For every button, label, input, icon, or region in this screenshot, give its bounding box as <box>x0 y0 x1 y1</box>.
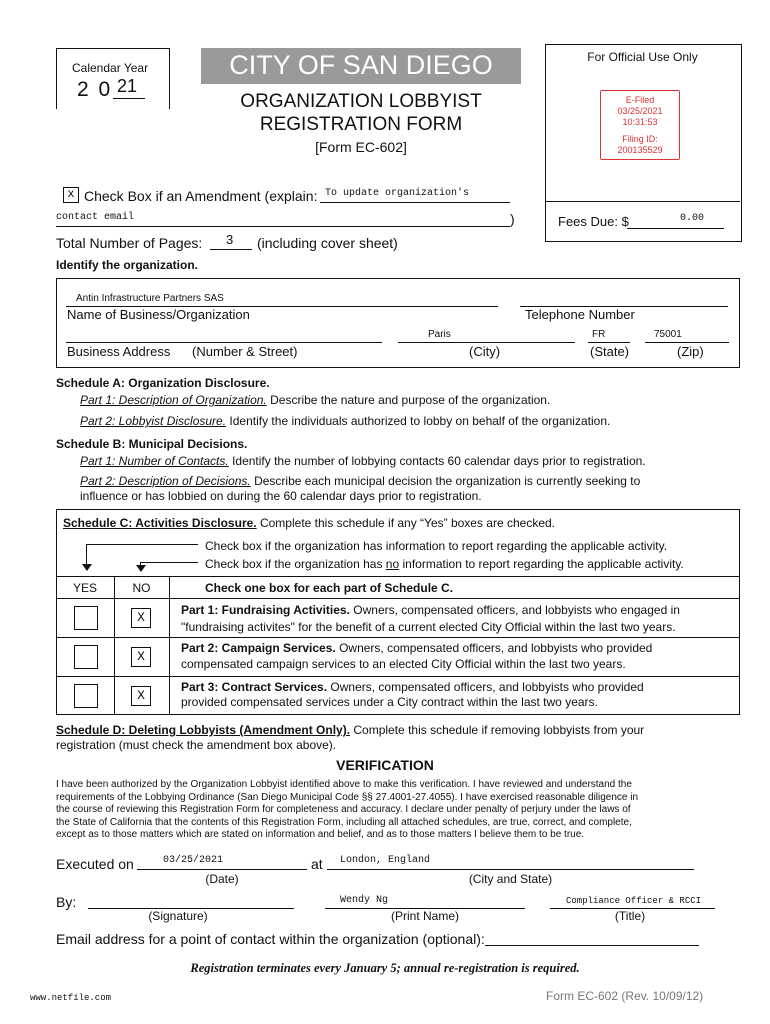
efiled-line4: Filing ID: <box>622 134 658 144</box>
pages-suffix: (including cover sheet) <box>257 235 398 251</box>
row2-desc-a: Owners, compensated officers, and lobbyists who provided <box>339 641 653 655</box>
schedule-b-part2-text-b: influence or has lobbied on during the 60 calendar days prior to registration. <box>80 489 482 503</box>
executed-label: Executed on <box>56 856 134 872</box>
efiled-stamp <box>600 90 680 160</box>
at-label: at <box>311 856 323 872</box>
verification-line-3: the course of reviewing this Registration Form for completeness and accuracy. I declare under penalty of perjury under the laws of <box>56 804 631 816</box>
schedule-c-grid-top <box>56 576 740 577</box>
date-label: (Date) <box>205 872 239 886</box>
row2-title: Part 2: Campaign Services. <box>181 641 336 655</box>
pages-label: Total Number of Pages: <box>56 235 203 251</box>
email-label: Email address for a point of contact within the organization (optional): <box>56 931 485 947</box>
city-label: (City) <box>469 344 501 359</box>
year-prefix: 2 0 <box>77 78 113 101</box>
footer-form-rev: Form EC-602 (Rev. 10/09/12) <box>546 989 704 1003</box>
pages-line <box>210 249 252 250</box>
row3-text-a <box>181 680 644 694</box>
city-state-label: (City and State) <box>468 872 553 886</box>
row2-divider <box>56 676 740 677</box>
number-street-label: (Number & Street) <box>192 344 298 359</box>
date-line <box>137 869 307 870</box>
org-name-value[interactable]: Antin Infrastructure Partners SAS <box>76 293 224 304</box>
form-number: [Form EC-602] <box>315 139 407 155</box>
schedule-a-part1-text: Describe the nature and purpose of the organization. <box>270 393 551 407</box>
yes-arrow-head-icon <box>82 564 92 571</box>
row1-desc-a: Owners, compensated officers, and lobbyists who engaged in <box>353 603 680 617</box>
schedule-d-heading: Schedule D: Deleting Lobbyists (Amendment Only). <box>56 723 351 737</box>
year-suffix: 21 <box>117 76 138 96</box>
fees-divider <box>545 201 740 202</box>
year-underline <box>113 98 145 99</box>
no-arrow-head-icon <box>136 565 146 572</box>
row1-title: Part 1: Fundraising Activities. <box>181 603 350 617</box>
schedule-d-text-b: registration (must check the amendment box above). <box>56 738 337 752</box>
zip-value[interactable]: 75001 <box>654 329 682 340</box>
yes-col-header: YES <box>72 581 97 595</box>
verification-line-2: requirements of the Lobbying Ordinance (San Diego Municipal Code §§ 27.4001-27.4055). I have exercised reasonable diligence in <box>56 791 639 803</box>
signature-label: (Signature) <box>148 909 208 923</box>
footer-netfile: www.netfile.com <box>30 993 112 1003</box>
row1-desc-b: "fundraising activites" for the benefit of a current elected City Official within the last two years. <box>181 620 676 634</box>
schedule-a-part1-title: Part 1: Description of Organization. <box>80 393 267 407</box>
form-title-2: REGISTRATION FORM <box>259 114 463 135</box>
org-name-label: Name of Business/Organization <box>67 307 250 322</box>
no-instruction <box>205 557 684 571</box>
fees-value[interactable]: 0.00 <box>680 213 705 224</box>
amendment-explain-1[interactable]: To update organization's <box>325 188 470 199</box>
schedule-d-text-a: Complete this schedule if removing lobbyists from your <box>353 723 645 737</box>
schedule-c-instruction: Check one box for each part of Schedule C. <box>205 581 454 595</box>
zip-label: (Zip) <box>677 344 704 359</box>
email-line[interactable] <box>485 945 699 946</box>
schedule-a-heading: Schedule A: Organization Disclosure. <box>56 376 270 390</box>
print-name-value[interactable]: Wendy Ng <box>340 895 389 906</box>
official-use-label: For Official Use Only <box>587 50 698 64</box>
schedule-a-part1 <box>80 393 550 407</box>
row3-desc-b: provided compensated services under a City contract within the last two years. <box>181 695 598 709</box>
schedule-b-part1-text: Identify the number of lobbying contacts 60 calendar days prior to registration. <box>232 454 646 468</box>
no-instruction-no: no <box>385 557 400 571</box>
header-row-divider <box>56 598 740 599</box>
efiled-line2: 03/25/2021 <box>617 106 663 116</box>
efiled-line5: 200135529 <box>617 145 663 155</box>
place-value[interactable]: London, England <box>340 855 431 866</box>
state-value[interactable]: FR <box>592 329 606 340</box>
schedule-b-part1-title: Part 1: Number of Contacts. <box>80 454 229 468</box>
date-value[interactable]: 03/25/2021 <box>163 855 224 866</box>
amendment-close-paren: ) <box>510 211 515 227</box>
verification-heading: VERIFICATION <box>336 757 434 773</box>
row3-no-checkbox[interactable]: X <box>131 686 151 706</box>
amendment-label: Check Box if an Amendment (explain: <box>84 188 318 204</box>
schedule-a-part2-text: Identify the individuals authorized to lobby on behalf of the organization. <box>229 414 611 428</box>
state-label: (State) <box>590 344 630 359</box>
schedule-c-heading-text: Complete this schedule if any “Yes” boxes are checked. <box>259 516 556 530</box>
row3-desc-a: Owners, compensated officers, and lobbyists who provided <box>330 680 644 694</box>
amendment-line-2 <box>56 226 510 227</box>
schedule-c-heading: Schedule C: Activities Disclosure. <box>63 516 257 530</box>
row2-text-a <box>181 641 652 655</box>
efiled-line3: 10:31:53 <box>622 117 658 127</box>
yes-arrow-line-v <box>86 544 87 564</box>
identify-heading: Identify the organization. <box>56 258 199 272</box>
title-label: (Title) <box>614 909 646 923</box>
city-value[interactable]: Paris <box>428 329 451 340</box>
place-line <box>327 869 694 870</box>
schedule-c-heading-row <box>63 516 555 530</box>
schedule-b-heading: Schedule B: Municipal Decisions. <box>56 437 248 451</box>
city-banner-text: CITY OF SAN DIEGO <box>229 50 493 80</box>
verification-line-5: except as to those matters which are stated on information and belief, and as to those matters I believe them to be true. <box>56 829 585 841</box>
row2-no-checkbox[interactable]: X <box>131 647 151 667</box>
row2-yes-checkbox[interactable] <box>74 645 98 669</box>
row3-title: Part 3: Contract Services. <box>181 680 328 694</box>
print-name-label: (Print Name) <box>390 909 459 923</box>
schedule-a-part2 <box>80 414 610 428</box>
no-instruction-b: information to report regarding the applicable activity. <box>402 557 684 571</box>
no-arrow-line-h <box>140 562 198 563</box>
address-label: Business Address <box>67 344 171 359</box>
title-value[interactable]: Compliance Officer & RCCI <box>566 896 702 906</box>
row1-text-a <box>181 603 680 617</box>
footer-notice: Registration terminates every January 5; annual re-registration is required. <box>190 961 580 975</box>
yes-col-divider <box>114 576 115 715</box>
amendment-checkbox[interactable]: x <box>63 187 79 203</box>
schedule-b-part2 <box>80 474 640 488</box>
row2-desc-b: compensated campaign services to an elected City Official within the last two years. <box>181 657 626 671</box>
no-col-header: NO <box>132 581 151 595</box>
yes-arrow-line-h <box>86 544 198 545</box>
schedule-b-part2-title: Part 2: Description of Decisions. <box>80 474 251 488</box>
address-line[interactable] <box>66 342 382 343</box>
row1-no-checkbox[interactable]: X <box>131 608 151 628</box>
schedule-b-part1 <box>80 454 646 468</box>
verification-body <box>56 779 746 842</box>
no-col-divider <box>169 576 170 715</box>
pages-value[interactable]: 3 <box>226 232 234 247</box>
by-label: By: <box>56 894 77 910</box>
row1-divider <box>56 637 740 638</box>
amendment-line-1 <box>320 202 510 203</box>
zip-line <box>645 342 729 343</box>
row1-yes-checkbox[interactable] <box>74 606 98 630</box>
schedule-a-part2-title: Part 2: Lobbyist Disclosure. <box>80 414 227 428</box>
fees-line <box>627 228 724 229</box>
city-line <box>398 342 575 343</box>
yes-instruction: Check box if the organization has information to report regarding the applicable activity. <box>205 539 668 553</box>
efiled-line1: E-Filed <box>625 95 655 105</box>
telephone-label: Telephone Number <box>525 307 635 322</box>
state-line <box>588 342 630 343</box>
verification-line-4: the State of California that the contents of this Registration Form, including all attached schedules, are true, correct, and complete, <box>56 816 632 828</box>
schedule-d-row <box>56 723 644 737</box>
form-title-1: ORGANIZATION LOBBYIST <box>240 91 482 112</box>
row3-yes-checkbox[interactable] <box>74 684 98 708</box>
no-instruction-a: Check box if the organization has <box>205 557 383 571</box>
fees-label: Fees Due: $ <box>558 214 629 229</box>
verification-line-1: I have been authorized by the Organization Lobbyist identified above to make this verification. I have reviewed and understand the <box>56 779 632 790</box>
calendar-year-label: Calendar Year <box>72 61 149 75</box>
calendar-year-box <box>56 48 170 109</box>
schedule-b-part2-text-a: Describe each municipal decision the organization is currently seeking to <box>254 474 641 488</box>
amendment-explain-2[interactable]: contact email <box>56 212 135 223</box>
